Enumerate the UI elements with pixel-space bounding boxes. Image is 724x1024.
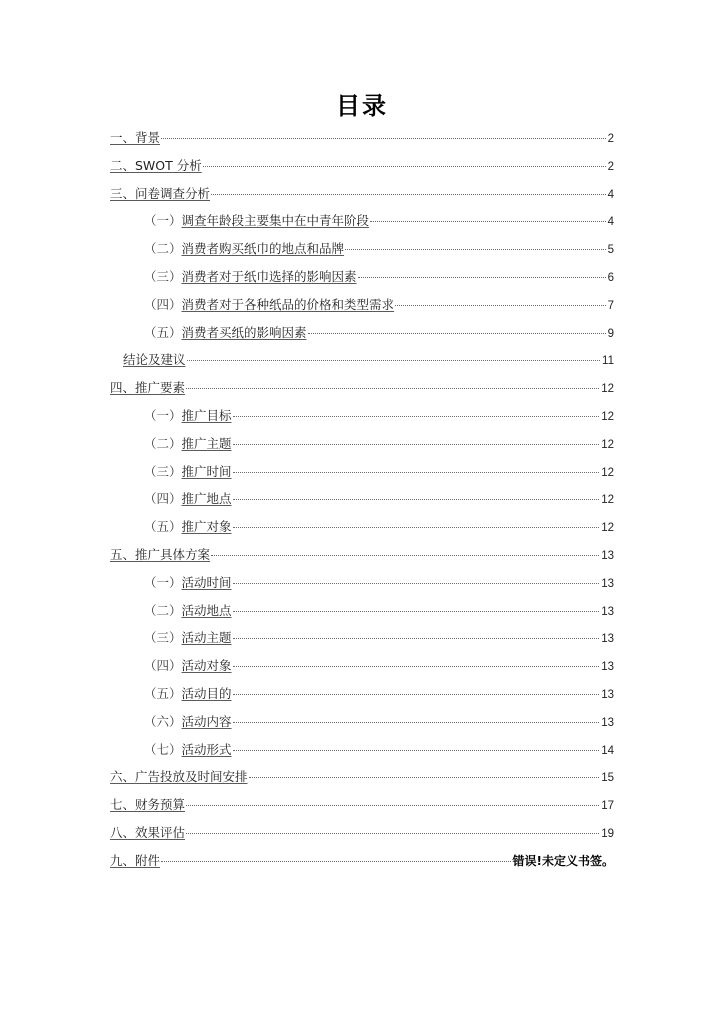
toc-page-number: 4 — [607, 216, 614, 229]
toc-entry-link[interactable]: 三、问卷调查分析 — [110, 185, 211, 201]
toc-entry[interactable] — [110, 152, 614, 180]
toc-entry-label — [144, 736, 232, 764]
toc-entry-link[interactable]: 调查年龄段主要集中在中青年阶段 — [181, 213, 370, 229]
toc-entry[interactable] — [110, 402, 614, 430]
dot-leader — [233, 444, 600, 445]
toc-entry-link[interactable]: 推广目标 — [181, 407, 232, 423]
toc-page-number: 12 — [601, 410, 614, 423]
toc-entry-number: （五） — [144, 519, 182, 535]
toc-entry-label — [123, 346, 186, 374]
toc-page-number: 7 — [607, 299, 614, 312]
toc-page-number: 13 — [601, 661, 614, 674]
toc-page-number: 2 — [607, 160, 614, 173]
dot-leader — [211, 555, 599, 556]
dot-leader — [345, 249, 606, 250]
toc-entry-label — [110, 124, 160, 152]
toc-entry-link[interactable]: 九、附件 — [110, 852, 161, 868]
toc-page-number: 12 — [601, 383, 614, 396]
dot-leader — [203, 166, 606, 167]
toc-entry-link[interactable]: 推广主题 — [181, 435, 232, 451]
toc-entry-link[interactable]: 二、SWOT 分析 — [110, 157, 202, 173]
toc-entry-label — [144, 680, 232, 708]
dot-leader — [161, 138, 606, 139]
toc-entry[interactable] — [110, 291, 614, 319]
toc-entry-label — [110, 763, 248, 791]
toc-page-number: 11 — [602, 355, 614, 368]
dot-leader — [233, 416, 600, 417]
dot-leader — [186, 833, 599, 834]
toc-entry[interactable] — [110, 763, 614, 791]
toc-entry[interactable] — [110, 652, 614, 680]
toc-entry-number: （三） — [144, 268, 182, 284]
toc-entry-number: （一） — [144, 213, 182, 229]
toc-entry-number: （五） — [144, 685, 182, 701]
toc-entry-number: （一） — [144, 407, 182, 423]
toc-entry-link[interactable]: 结论及建议 — [123, 352, 186, 368]
toc-entry-label — [144, 513, 232, 541]
toc-entry-number: （七） — [144, 741, 182, 757]
toc-entry-link[interactable]: 八、效果评估 — [110, 824, 186, 840]
toc-entry[interactable] — [110, 374, 614, 402]
dot-leader — [233, 472, 600, 473]
toc-entry-link[interactable]: 消费者对于纸巾选择的影响因素 — [181, 268, 357, 284]
toc-entry-number: （三） — [144, 630, 182, 646]
toc-page-number: 9 — [607, 327, 614, 340]
toc-page-number: 12 — [601, 494, 614, 507]
toc-entry-label — [144, 402, 232, 430]
toc-entry-number: （四） — [144, 491, 182, 507]
toc-entry-label — [110, 791, 185, 819]
toc-entry-link[interactable]: 活动对象 — [181, 658, 232, 674]
toc-entry-link[interactable]: 活动形式 — [181, 741, 232, 757]
toc-entry[interactable] — [110, 819, 614, 847]
toc-entry[interactable] — [110, 263, 614, 291]
toc-error-text: 错误!未定义书签。 — [512, 853, 614, 868]
toc-entry-link[interactable]: 活动时间 — [181, 574, 232, 590]
toc-page-number: 13 — [601, 716, 614, 729]
toc-entry-link[interactable]: 推广对象 — [181, 519, 232, 535]
toc-list — [110, 124, 614, 875]
toc-entry-label — [144, 291, 394, 319]
toc-entry[interactable] — [110, 708, 614, 736]
toc-entry[interactable] — [110, 458, 614, 486]
toc-entry[interactable] — [110, 569, 614, 597]
toc-page-number: 12 — [601, 466, 614, 479]
toc-entry[interactable] — [110, 847, 614, 875]
toc-entry[interactable] — [110, 235, 614, 263]
toc-entry-number: （三） — [144, 463, 182, 479]
dot-leader — [370, 221, 606, 222]
toc-page-number: 4 — [607, 188, 614, 201]
toc-page-number: 5 — [607, 244, 614, 257]
toc-entry-label — [144, 235, 344, 263]
toc-entry-label — [144, 569, 232, 597]
toc-entry-number: （四） — [144, 658, 182, 674]
toc-entry-number: （五） — [144, 324, 182, 340]
dot-leader — [233, 583, 600, 584]
toc-page-number: 15 — [601, 772, 614, 785]
toc-entry-label — [144, 458, 232, 486]
toc-entry-number: （四） — [144, 296, 182, 312]
toc-entry[interactable] — [110, 791, 614, 819]
toc-entry-number: （二） — [144, 435, 182, 451]
toc-entry[interactable] — [110, 319, 614, 347]
toc-entry-label — [144, 624, 232, 652]
toc-page-number: 2 — [607, 133, 614, 145]
toc-entry[interactable] — [110, 541, 614, 569]
toc-entry-link[interactable]: 活动地点 — [181, 602, 232, 618]
toc-entry-label — [110, 819, 185, 847]
toc-page-number: 6 — [607, 271, 614, 284]
toc-entry-label — [144, 597, 232, 625]
toc-entry-label — [110, 541, 210, 569]
toc-page-number: 13 — [601, 577, 614, 590]
toc-entry-link[interactable]: 四、推广要素 — [110, 380, 186, 396]
dot-leader — [308, 333, 606, 334]
toc-entry-label — [144, 430, 232, 458]
toc-entry-link[interactable]: 消费者对于各种纸品的价格和类型需求 — [181, 296, 395, 312]
toc-entry[interactable] — [110, 485, 614, 513]
toc-entry[interactable] — [110, 513, 614, 541]
dot-leader — [233, 750, 600, 751]
dot-leader — [211, 194, 606, 195]
dot-leader — [233, 666, 600, 667]
toc-entry-number: （一） — [144, 574, 182, 590]
toc-entry-label — [144, 652, 232, 680]
dot-leader — [249, 777, 600, 778]
toc-page-number: 13 — [601, 549, 614, 562]
toc-entry-link[interactable]: 五、推广具体方案 — [110, 546, 211, 562]
toc-entry-label — [144, 708, 232, 736]
dot-leader — [233, 611, 600, 612]
toc-entry[interactable] — [110, 624, 614, 652]
toc-entry-link[interactable]: 活动主题 — [181, 630, 232, 646]
toc-entry[interactable] — [110, 597, 614, 625]
toc-entry-link[interactable]: 活动目的 — [181, 685, 232, 701]
dot-leader — [186, 805, 599, 806]
toc-entry-label — [144, 263, 357, 291]
toc-page-number: 13 — [601, 688, 614, 701]
toc-title: 目录 — [336, 91, 388, 120]
toc-entry-label — [110, 847, 160, 875]
toc-entry[interactable] — [110, 346, 614, 374]
toc-entry-label — [144, 319, 307, 347]
toc-entry-label — [110, 152, 202, 180]
toc-entry-label — [144, 207, 369, 235]
toc-entry-link[interactable]: 一、背景 — [110, 130, 161, 145]
toc-entry-link[interactable]: 活动内容 — [181, 713, 232, 729]
toc-entry-number: （六） — [144, 713, 182, 729]
dot-leader — [358, 277, 606, 278]
dot-leader — [233, 527, 600, 528]
toc-page-number: 19 — [601, 827, 614, 840]
toc-page-number: 13 — [601, 605, 614, 618]
dot-leader — [395, 305, 606, 306]
toc-entry-link[interactable]: 推广地点 — [181, 491, 232, 507]
toc-page-number: 12 — [601, 438, 614, 451]
toc-page-number: 12 — [601, 522, 614, 535]
toc-entry[interactable] — [110, 680, 614, 708]
toc-page-number: 17 — [601, 800, 614, 813]
toc-entry-label — [110, 374, 185, 402]
toc-entry-label — [110, 180, 210, 208]
dot-leader — [233, 722, 600, 723]
toc-entry[interactable] — [110, 736, 614, 764]
dot-leader — [233, 694, 600, 695]
toc-entry-link[interactable]: 消费者买纸的影响因素 — [181, 324, 307, 340]
toc-entry-link[interactable]: 六、广告投放及时间安排 — [110, 769, 248, 785]
dot-leader — [233, 638, 600, 639]
toc-entry[interactable] — [110, 207, 614, 235]
dot-leader — [187, 360, 601, 361]
toc-entry-number: （二） — [144, 602, 182, 618]
toc-page-number: 14 — [601, 744, 614, 757]
toc-entry[interactable] — [110, 124, 614, 152]
dot-leader — [233, 499, 600, 500]
toc-entry-link[interactable]: 推广时间 — [181, 463, 232, 479]
toc-entry[interactable] — [110, 430, 614, 458]
toc-page-number: 13 — [601, 633, 614, 646]
dot-leader — [186, 388, 599, 389]
toc-entry-number: （二） — [144, 241, 182, 257]
toc-entry[interactable] — [110, 180, 614, 208]
dot-leader — [161, 861, 511, 862]
toc-entry-link[interactable]: 消费者购买纸巾的地点和品牌 — [181, 241, 345, 257]
toc-entry-link[interactable]: 七、财务预算 — [110, 797, 186, 813]
toc-entry-label — [144, 485, 232, 513]
